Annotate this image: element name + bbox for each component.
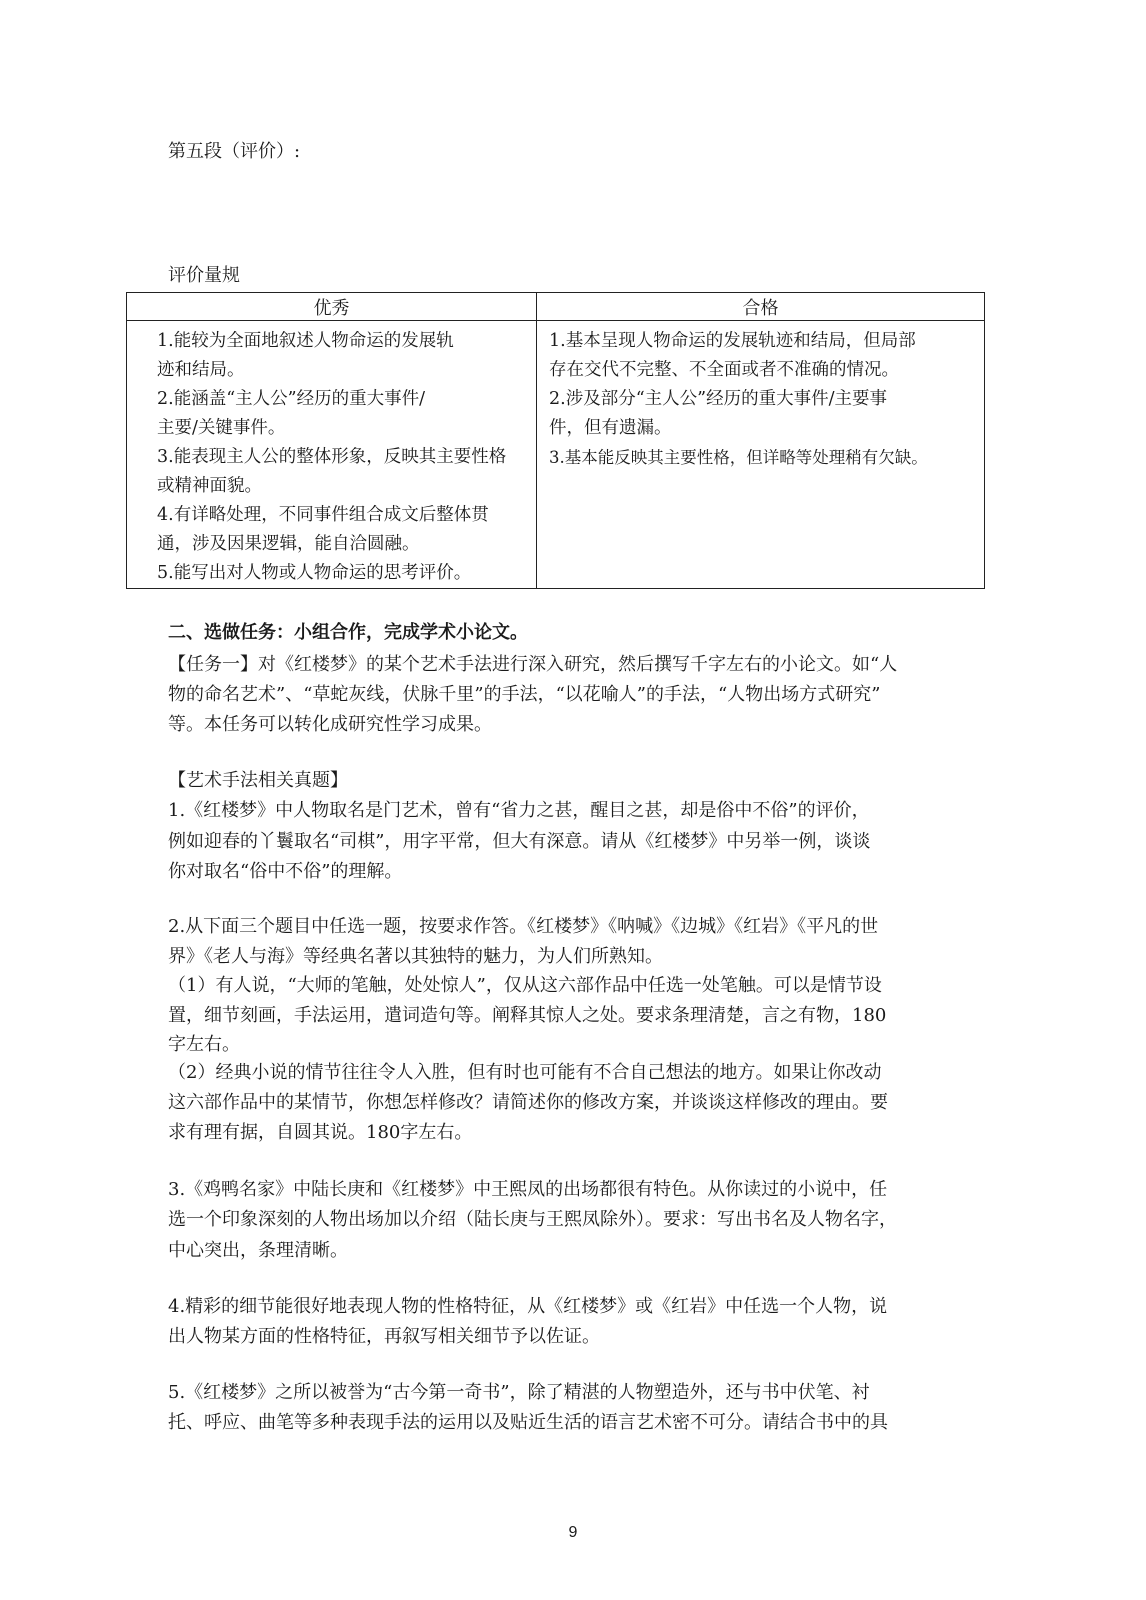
excellent-line: 2.能涵盖“主人公”经历的重大事件/ (157, 389, 425, 409)
q3-line: 3.《鸡鸭名家》中陆长庚和《红楼梦》中王熙凤的出场都很有特色。从你读过的小说中，任 (168, 1179, 888, 1200)
exam-heading: 【艺术手法相关真题】 (168, 770, 348, 791)
q3-line: 选一个印象深刻的人物出场加以介绍（陆长庚与王熙凤除外）。要求：写出书名及人物名字， (168, 1209, 897, 1230)
pass-line: 3.基本能反映其主要性格，但详略等处理稍有欠缺。 (549, 448, 928, 467)
excellent-line: 通，涉及因果逻辑，能自洽圆融。 (157, 534, 420, 554)
pass-line: 件，但有遗漏。 (549, 418, 672, 438)
q5-line: 托、呼应、曲笔等多种表现手法的运用以及贴近生活的语言艺术密不可分。请结合书中的具 (168, 1412, 888, 1433)
task1-line: 【任务一】对《红楼梦》的某个艺术手法进行深入研究，然后撰写千字左右的小论文。如“人 (168, 654, 898, 675)
q2-line: 这六部作品中的某情节，你想怎样修改？请简述你的修改方案，并谈谈这样修改的理由。要 (168, 1092, 888, 1113)
section-title: 第五段（评价）: (168, 141, 301, 162)
excellent-line: 3.能表现主人公的整体形象，反映其主要性格 (157, 447, 507, 467)
q4-line: 出人物某方面的性格特征，再叙写相关细节予以佐证。 (168, 1326, 600, 1347)
pass-line: 存在交代不完整、不全面或者不准确的情况。 (549, 360, 899, 380)
q2-line: 求有理有据，自圆其说。180字左右。 (168, 1122, 473, 1143)
header-excellent: 优秀 (127, 293, 537, 321)
excellent-line: 1.能较为全面地叙述人物命运的发展轨 (157, 331, 454, 351)
section2-heading: 二、选做任务：小组合作，完成学术小论文。 (168, 622, 528, 643)
q2-line: （2）经典小说的情节往往令人入胜，但有时也可能有不合自己想法的地方。如果让你改动 (168, 1062, 882, 1083)
q2-line: 2.从下面三个题目中任选一题，按要求作答。《红楼梦》《呐喊》《边城》《红岩》《平凡的世 (168, 916, 879, 937)
q2-line: 界》《老人与海》等经典名著以其独特的魅力，为人们所熟知。 (168, 946, 663, 967)
excellent-criteria (127, 321, 537, 589)
q2-line: （1）有人说，“大师的笔触，处处惊人”，仅从这六部作品中任选一处笔触。可以是情节设 (168, 975, 882, 996)
excellent-line: 4.有详略处理，不同事件组合成文后整体贯 (157, 505, 489, 525)
q1-line: 1.《红楼梦》中人物取名是门艺术，曾有“省力之甚，醒目之甚，却是俗中不俗”的评价， (168, 800, 870, 821)
q1-line: 你对取名“俗中不俗”的理解。 (168, 861, 403, 882)
rubric-table (126, 292, 985, 589)
task1-line: 等。本任务可以转化成研究性学习成果。 (168, 714, 492, 735)
q1-line: 例如迎春的丫鬟取名“司棋”，用字平常，但大有深意。请从《红楼梦》中另举一例，谈谈 (168, 831, 871, 852)
q2-line: 置，细节刻画，手法运用，遣词造句等。阐释其惊人之处。要求条理清楚，言之有物，180 (168, 1005, 887, 1026)
excellent-line: 迹和结局。 (157, 360, 245, 380)
header-pass: 合格 (537, 293, 985, 321)
q3-line: 中心突出，条理清晰。 (168, 1240, 348, 1261)
pass-line: 2.涉及部分“主人公”经历的重大事件/主要事 (549, 389, 887, 409)
excellent-line: 主要/关键事件。 (157, 418, 286, 438)
q4-line: 4.精彩的细节能很好地表现人物的性格特征，从《红楼梦》或《红岩》中任选一个人物，说 (168, 1296, 888, 1317)
pass-line: 1.基本呈现人物命运的发展轨迹和结局，但局部 (549, 331, 916, 351)
page-number: 9 (568, 1524, 578, 1541)
q5-line: 5.《红楼梦》之所以被誉为“古今第一奇书”，除了精湛的人物塑造外，还与书中伏笔、衬 (168, 1382, 870, 1403)
task1-line: 物的命名艺术”、“草蛇灰线，伏脉千里”的手法，“以花喻人”的手法，“人物出场方式研究” (168, 684, 881, 705)
excellent-line: 或精神面貌。 (157, 476, 262, 496)
pass-criteria (537, 321, 985, 589)
excellent-line: 5.能写出对人物或人物命运的思考评价。 (157, 563, 472, 583)
rubric-caption: 评价量规 (168, 265, 240, 286)
q2-line: 字左右。 (168, 1034, 240, 1055)
